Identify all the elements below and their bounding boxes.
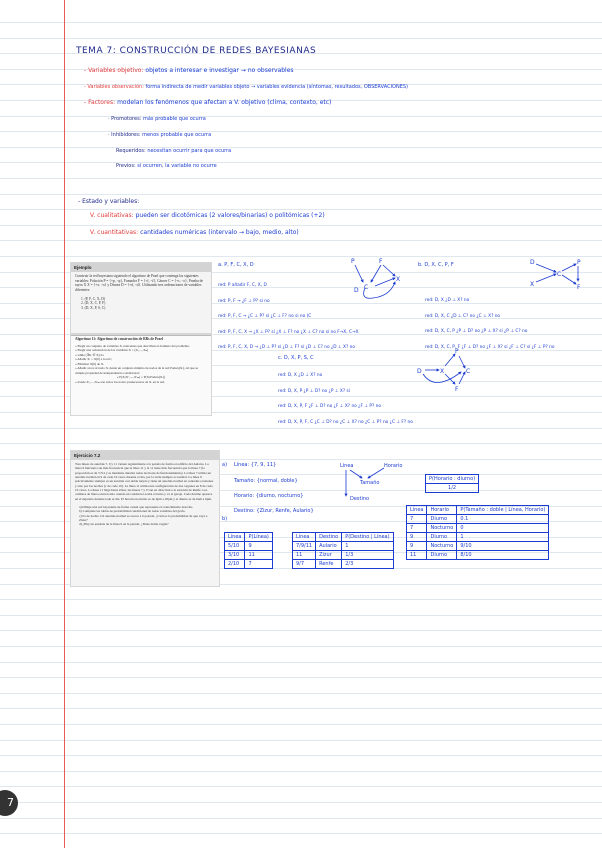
node-d: D	[354, 287, 359, 294]
ej-linea: Línea: {7, 9, 11}	[234, 462, 277, 468]
ruled-line	[0, 771, 602, 772]
ruled-line	[0, 162, 602, 163]
factor-inhibidores: · Inhibidores: menos probable que ocurra	[108, 132, 212, 138]
ruled-line	[0, 240, 602, 241]
ej-horario: Horario: {diurno, nocturno}	[234, 493, 304, 499]
ruled-line	[0, 818, 602, 819]
table-p-destino: Línea Destino P(Destino | Línea) 7/9/11 Aulario 1 11 Zizur 1/3 9/7 Renfe 2/3	[292, 532, 394, 569]
orden-a-header: a. P, F, C, X, D	[218, 262, 254, 268]
svg-text:P: P	[577, 259, 581, 266]
svg-text:X: X	[530, 281, 535, 288]
ruled-line	[0, 178, 602, 179]
ruled-line	[0, 786, 602, 787]
ruled-line	[0, 194, 602, 195]
page-number: 7	[0, 790, 18, 816]
graph-c	[415, 346, 475, 392]
algoritmo-line: « Añadir arcos al nodo Xᵢ desde un conjunto mínimo de nodos de la red Padres(Xᵢ), tal que se cumple propiedad de independencia condicional:	[75, 366, 199, 375]
ruled-line	[0, 630, 602, 631]
ruled-line	[0, 693, 602, 694]
bullet-observacion: - Variables observación: forma indirecta de medir variables objeto → variables evidencia (síntomas, resultados, OBSERVACIONES)	[84, 84, 408, 90]
margin-line	[64, 0, 65, 848]
node-horario: Horario	[384, 463, 403, 469]
ej-tamano: Tamaño: {normal, doble}	[234, 478, 298, 484]
svg-text:C: C	[557, 271, 562, 278]
table-p-linea: Línea P(Línea) 5/10 9 3/10 11 2/10 7	[224, 532, 273, 569]
ruled-line	[0, 22, 602, 23]
algoritmo-line: « donde X'₁,...,X'ₘ son todos los nodos predecesores de Xᵢ en la red.	[75, 379, 165, 384]
orden-c-header: c. D, X, P, S, C	[278, 355, 314, 361]
ruled-line	[0, 740, 602, 741]
ruled-line	[0, 646, 602, 647]
ruled-line	[0, 677, 602, 678]
ruled-line	[0, 802, 602, 803]
table-horario: P(Horario : diurno) 1/2	[425, 474, 479, 493]
table-row: 5/10 9	[225, 542, 273, 551]
ejercicio-item: b) Complete las tablas de probabilidad condicional de todas variables del grafo.	[79, 509, 186, 514]
orden-c-lines: red: D, X ¿D ⊥ X? no red: D, X, P ¿P ⊥ D? no ¿P ⊥ X? sí red: D, X, P, F ¿F ⊥ D? no ¿F ⊥ X? no ¿F ⊥ P? no red: D, X, P, F, C ¿C ⊥ D? no ¿C ⊥ X? no ¿C ⊥ P? no ¿C ⊥ F? no	[278, 373, 413, 425]
ej-a-label: a)	[222, 462, 228, 468]
node-c: C	[364, 284, 369, 291]
graph-ejercicio	[336, 460, 416, 508]
ruled-line	[0, 615, 602, 616]
table-row: 2/10 7	[225, 560, 273, 569]
ej-b-label: b)	[222, 516, 228, 522]
svg-text:P: P	[455, 348, 459, 355]
algoritmo-line: « Eliminar X(0) de X.	[75, 361, 105, 366]
table-row: 7 Nocturno 0	[407, 524, 549, 533]
table-row: 9/7 Renfe 2/3	[293, 560, 394, 569]
ejercicio-header: Ejercicio 7.2	[71, 451, 219, 460]
ruled-line	[0, 662, 602, 663]
table-row: 7/9/11 Aulario 1	[293, 542, 394, 551]
orden-b-lines: red: D, X ¿D ⊥ X? no red: D, X, C ¿D ⊥ C? no ¿C ⊥ X? no red: D, X, C, P ¿P ⊥ D? no ¿P ⊥ X? sí ¿P ⊥ C? no red: D, X, C, P, F ¿F ⊥ D? no ¿F ⊥ X? sí ¿F ⊥ C? sí ¿F ⊥ P? no	[425, 298, 555, 350]
ruled-line	[0, 724, 602, 725]
ejemplo-header: Ejemplo	[71, 263, 211, 272]
orden-b-header: b. D, X, C, P, F	[418, 262, 454, 268]
ej-destino: Destino: {Zizur, Renfe, Aulario}	[234, 508, 314, 514]
node-p: P	[351, 258, 355, 265]
algoritmo-line: « P(Xᵢ|X'₁,...,X'ₘ) = P(Xᵢ|Padres(Xᵢ))	[116, 375, 166, 380]
ruled-line	[0, 225, 602, 226]
estado-cuantitativas: V. cuantitativas: cantidades numéricas (intervalo → bajo, medio, alto)	[90, 229, 299, 236]
table-p-tamano: Línea Horario P(Tamaño : doble | Línea, Horario) 7 Diurno 0.1 7 Nocturno 0 9 Diurno 1 9 Nocturno 9/10 11 Diurno 8/10	[406, 505, 549, 560]
ejercicio-item: d) ¿Hay un autobús de la línea 9 en la parada. ¿Tiene doble vagón?	[79, 522, 169, 527]
factor-previos: Previos: si ocurren, la variable no ocurre	[116, 163, 217, 169]
table-row: 9 Diurno 1	[407, 533, 549, 542]
ruled-line	[0, 599, 602, 600]
ejercicio-body: Tres líneas de autobús 7, 9 y 11 vienen regularmente a la parada de forma al edificio del Aulario. La línea 9 funciona con más frecuencia que la línea 11 y la 11 tiene más frecuencia que la línea 7 (la proporción es de 5:3:2 y se mantiene durante todas las horas de funcionamiento). La línea 7 utiliza un autobús normal en 9 de cada 10 casos durante el día, por la tarde siempre es normal. La línea 9 prácticamente siempre es un autobús con doble tarjeta y tiene un autobús normal en contadas ocasiones y sólo por las noches (1 de cada 10). La línea 11 utiliza una configuración de dos vagones en 8 de cada 10 casos. La línea 11 llega hasta Zizur, las líneas 7 y 9 van en dirección a la estación de Renfe. Los cambios de línea ocurren sólo cuando un conductor acaba el turno y va al garaje. Cada destino aparece en el depósito durante todo el día. El horario nocturno es de 6pm a 20pm y el diurno es de 6am a 6pm.	[75, 462, 214, 501]
node-linea: Línea	[340, 463, 354, 469]
ejemplo-box	[70, 262, 212, 334]
bullet-factores: - Factores: modelan los fenómenos que afectan a V. objetivo (clima, contexto, etc)	[84, 99, 332, 106]
estado-header: - Estado y variables:	[78, 198, 140, 205]
ejemplo-item: 2. (D, X, C, P, F)	[81, 301, 106, 306]
ejemplo-item: 1. (P, F, C, X, D)	[81, 296, 106, 301]
algoritmo-line: « Añadir Xᵢ = X(0) a la red ;	[75, 357, 113, 362]
algoritmo-line: « Elegir una ordenación de las variables X = (X₁,...,Xₙ)	[75, 348, 148, 353]
ruled-line	[0, 443, 602, 444]
ruled-line	[0, 755, 602, 756]
algoritmo-header: Algoritmo 11: Algoritmo de construcción de RBs de Pearl	[71, 335, 211, 342]
table-row: 7 Diurno 0.1	[407, 515, 549, 524]
algoritmo-box	[70, 334, 212, 416]
svg-text:D: D	[530, 259, 535, 266]
table-row: 9 Nocturno 9/10	[407, 542, 549, 551]
table-row: 3/10 11	[225, 551, 273, 560]
bullet-objetivo: - Variables objetivo: objetos a interesar e investigar → no observables	[84, 67, 294, 74]
ejemplo-body: Construir la red bayesiana siguiendo el algoritmo de Pearl que contenga las siguientes variables: Polución P = {+p, ¬p}, Fumador F = {+f, ¬f}, Cáncer C = {+c, ¬c}, Prueba de rayos X X = {+x, ¬x} y Disnea D = {+d, ¬d}. Utilizando tres ordenaciones de variables diferentes:	[75, 274, 203, 293]
ruled-line	[0, 256, 602, 257]
node-x: X	[396, 276, 401, 283]
ejercicio-box	[70, 450, 220, 587]
svg-text:C: C	[466, 368, 471, 375]
ruled-line	[0, 116, 602, 117]
node-f: F	[379, 258, 383, 265]
ruled-line	[0, 131, 602, 132]
svg-text:F: F	[455, 386, 459, 393]
ejercicio-item: c) Es de noche. Un autobús normal se acerca a la parada. ¿Cuál es la probabilidad de que vaya a Zizur?	[79, 513, 208, 523]
node-destino: Destino	[350, 496, 370, 502]
svg-text:F: F	[577, 284, 581, 291]
factor-promotores: · Promotores: más probable que ocurra	[108, 116, 206, 122]
ejercicio-item: a) Dibuje una red bayesiana de forma causal que represente el conocimiento descrito.	[79, 505, 194, 510]
algoritmo-line: « Elegir un conjunto de variables Xᵢ relevantes que describan el dominio del problema.	[75, 344, 190, 348]
ruled-line	[0, 833, 602, 834]
svg-text:D: D	[417, 368, 422, 375]
ejemplo-item: 3. (D, X, P, S, C)	[81, 306, 106, 311]
ruled-line	[0, 708, 602, 709]
estado-cualitativas: V. cualitativas: pueden ser dicotómicas (2 valores/binarias) o politómicas (+2)	[90, 212, 325, 219]
ruled-line	[0, 38, 602, 39]
graph-a	[335, 256, 415, 306]
ruled-line	[0, 147, 602, 148]
algoritmo-line: « while (∃Xᵢ ∈ X) do	[75, 352, 104, 357]
graph-b	[528, 256, 588, 292]
orden-a-lines: red: P añadir F, C, X, D red: P, F → ¿F ⊥ P? sí no red: P, F, C → ¿C ⊥ P? sí ¿C ⊥ F? no si no (C red: P, F, C, X → ¿X ⊥ P? sí ¿X ⊥ F? no ¿X ⊥ C? no sí no F→X, C→X red: P, F, C, X, D → ¿D ⊥ P? sí ¿D ⊥ F? sí ¿D ⊥ C? no ¿D ⊥ X? no	[218, 283, 359, 350]
table-row: 11 Diurno 8/10	[407, 551, 549, 560]
svg-text:X: X	[440, 368, 445, 375]
page-title: TEMA 7: CONSTRUCCIÓN DE REDES BAYESIANAS	[76, 46, 317, 56]
table-row: 11 Zizur 1/3	[293, 551, 394, 560]
ruled-line	[0, 209, 602, 210]
factor-requeridos: Requeridos: necesitan ocurrir para que ocurra	[116, 148, 232, 154]
node-tamano: Tamaño	[360, 480, 380, 486]
